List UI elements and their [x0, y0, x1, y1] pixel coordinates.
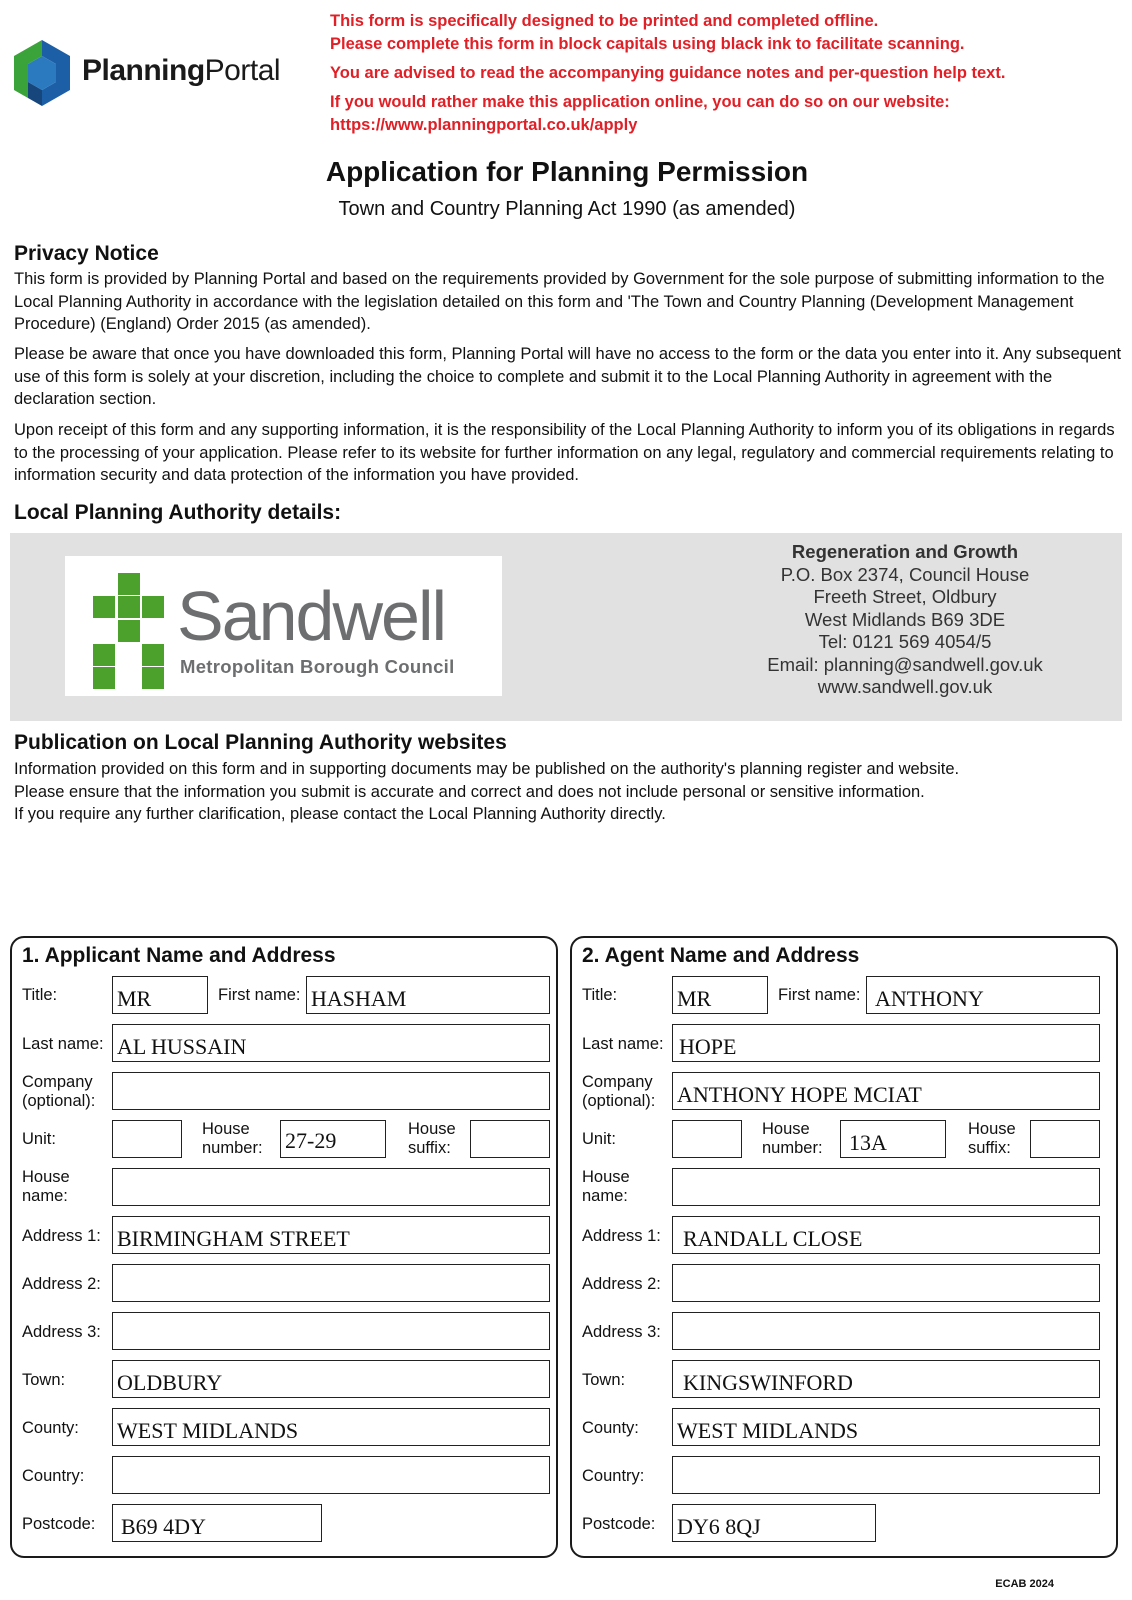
lpa-address-line: Freeth Street, Oldbury: [813, 586, 997, 607]
form-code: ECAB 2024: [995, 1578, 1054, 1590]
country-label: Country:: [22, 1467, 85, 1485]
postcode-label: Postcode:: [22, 1515, 96, 1533]
lpa-panel: [10, 533, 1122, 721]
address1-label: Address 1:: [582, 1227, 661, 1245]
address2-label: Address 2:: [582, 1275, 661, 1293]
sandwell-logo: [65, 556, 502, 696]
agent-house-name-field[interactable]: [672, 1168, 1100, 1206]
company-label: Company (optional):: [22, 1073, 96, 1110]
unit-label: Unit:: [582, 1130, 616, 1148]
town-label: Town:: [22, 1371, 66, 1389]
address3-label: Address 3:: [582, 1323, 661, 1341]
applicant-address2-field[interactable]: [112, 1264, 550, 1302]
applicant-last-name-field[interactable]: AL HUSSAIN: [112, 1024, 550, 1062]
publication-line: Information provided on this form and in supporting documents may be published on the authority's planning register and website.: [14, 760, 960, 778]
agent-heading: 2. Agent Name and Address: [582, 944, 860, 967]
lpa-email[interactable]: Email: planning@sandwell.gov.uk: [767, 653, 1043, 675]
agent-last-name-field[interactable]: HOPE: [672, 1024, 1100, 1062]
sandwell-logo-subtitle: Metropolitan Borough Council: [180, 656, 455, 677]
privacy-paragraph: Upon receipt of this form and any supporting information, it is the responsibility of the Local Planning Authority to inform you of its obligations in regards to the processing of your application. Please refer to its website for further information on any legal, regulatory and commercial requirements relating to information security and data protection of the information you have provided.: [14, 421, 1115, 484]
planning-portal-mark-icon: [12, 40, 72, 108]
applicant-house-suffix-field[interactable]: [470, 1120, 550, 1158]
applicant-section: [10, 936, 558, 1558]
agent-address2-field[interactable]: [672, 1264, 1100, 1302]
applicant-heading: 1. Applicant Name and Address: [22, 944, 336, 967]
planning-portal-wordmark: PlanningPortal: [82, 54, 281, 87]
publication-line: Please ensure that the information you submit is accurate and correct and does not include personal or sensitive information.: [14, 782, 925, 801]
planning-portal-logo: [12, 40, 282, 108]
applicant-address3-field[interactable]: [112, 1312, 550, 1350]
address3-label: Address 3:: [22, 1323, 101, 1341]
applicant-postcode-field[interactable]: B69 4DY: [112, 1504, 322, 1542]
applicant-country-field[interactable]: [112, 1456, 550, 1494]
page-subtitle: Town and Country Planning Act 1990 (as amended): [338, 198, 796, 220]
house-name-label: House name:: [582, 1168, 630, 1205]
agent-section: [570, 936, 1118, 1558]
address1-label: Address 1:: [22, 1227, 101, 1245]
address2-label: Address 2:: [22, 1275, 101, 1293]
last-name-label: Last name:: [22, 1035, 104, 1053]
instruction-line: Please complete this form in block capitals using black ink to facilitate scanning.: [330, 35, 965, 53]
postcode-label: Postcode:: [582, 1515, 656, 1533]
instructions: [330, 10, 1120, 137]
applicant-title-field[interactable]: MR: [112, 976, 208, 1014]
unit-label: Unit:: [22, 1130, 56, 1148]
title-label: Title:: [22, 986, 58, 1004]
first-name-label: First name:: [218, 986, 301, 1004]
lpa-address-line: P.O. Box 2374, Council House: [780, 563, 1030, 585]
applicant-house-name-field[interactable]: [112, 1168, 550, 1206]
county-label: County:: [22, 1419, 79, 1437]
applicant-company-field[interactable]: [112, 1072, 550, 1110]
lpa-address-line: West Midlands B69 3DE: [804, 608, 1006, 630]
town-label: Town:: [582, 1371, 626, 1389]
last-name-label: Last name:: [582, 1035, 664, 1053]
house-number-label: House number:: [202, 1120, 263, 1157]
lpa-address: [745, 541, 1065, 699]
house-name-label: House name:: [22, 1168, 70, 1205]
publication-line: If you require any further clarification, please contact the Local Planning Authority directly.: [14, 805, 666, 823]
lpa-website[interactable]: www.sandwell.gov.uk: [817, 676, 993, 697]
lpa-heading: Local Planning Authority details:: [14, 501, 342, 524]
applicant-first-name-field[interactable]: HASHAM: [306, 976, 550, 1014]
instruction-line: This form is specifically designed to be printed and completed offline.: [330, 12, 879, 30]
agent-first-name-field[interactable]: ANTHONY: [866, 976, 1100, 1014]
agent-address1-field[interactable]: RANDALL CLOSE: [672, 1216, 1100, 1254]
applicant-address1-field[interactable]: BIRMINGHAM STREET: [112, 1216, 550, 1254]
title-label: Title:: [582, 986, 618, 1004]
agent-house-number-field[interactable]: 13A: [840, 1120, 946, 1158]
agent-town-field[interactable]: KINGSWINFORD: [672, 1360, 1100, 1398]
county-label: County:: [582, 1419, 639, 1437]
agent-title-field[interactable]: MR: [672, 976, 768, 1014]
agent-address3-field[interactable]: [672, 1312, 1100, 1350]
agent-unit-field[interactable]: [672, 1120, 742, 1158]
publication-text: [14, 758, 1124, 826]
lpa-tel: Tel: 0121 569 4054/5: [818, 631, 992, 652]
applicant-town-field[interactable]: OLDBURY: [112, 1360, 550, 1398]
agent-postcode-field[interactable]: DY6 8QJ: [672, 1504, 876, 1542]
first-name-label: First name:: [778, 986, 861, 1004]
sandwell-logo-name: Sandwell: [177, 577, 446, 655]
applicant-county-field[interactable]: WEST MIDLANDS: [112, 1408, 550, 1446]
applicant-unit-field[interactable]: [112, 1120, 182, 1158]
instruction-line: If you would rather make this application online, you can do so on our website:: [330, 93, 950, 111]
house-suffix-label: House suffix:: [968, 1120, 1016, 1157]
country-label: Country:: [582, 1467, 645, 1485]
page-title: Application for Planning Permission: [325, 156, 809, 187]
agent-house-suffix-field[interactable]: [1030, 1120, 1100, 1158]
agent-county-field[interactable]: WEST MIDLANDS: [672, 1408, 1100, 1446]
instruction-line: You are advised to read the accompanying guidance notes and per-question help text.: [330, 64, 1006, 82]
privacy-heading: Privacy Notice: [14, 242, 159, 265]
applicant-house-number-field[interactable]: 27-29: [280, 1120, 386, 1158]
agent-company-field[interactable]: ANTHONY HOPE MCIAT: [672, 1072, 1100, 1110]
instruction-link[interactable]: https://www.planningportal.co.uk/apply: [330, 116, 638, 134]
company-label: Company (optional):: [582, 1073, 656, 1110]
house-suffix-label: House suffix:: [408, 1120, 456, 1157]
privacy-paragraph: This form is provided by Planning Portal and based on the requirements provided by Government for the sole purpose of submitting information to the Local Planning Authority in accordance with the legislation detailed on this form and 'The Town and Country Planning (Development Management Procedure) (England) Order 2015 (as amended).: [14, 270, 1105, 333]
house-number-label: House number:: [762, 1120, 823, 1157]
publication-heading: Publication on Local Planning Authority websites: [14, 731, 507, 754]
privacy-paragraph: Please be aware that once you have downloaded this form, Planning Portal will have no access to the form or the data you enter into it. Any subsequent use of this form is solely at your discretion, including the choice to complete and submit it to the Local Planning Authority in agreement with the declaration section.: [14, 345, 1122, 408]
lpa-org: Regeneration and Growth: [791, 541, 1019, 562]
agent-country-field[interactable]: [672, 1456, 1100, 1494]
